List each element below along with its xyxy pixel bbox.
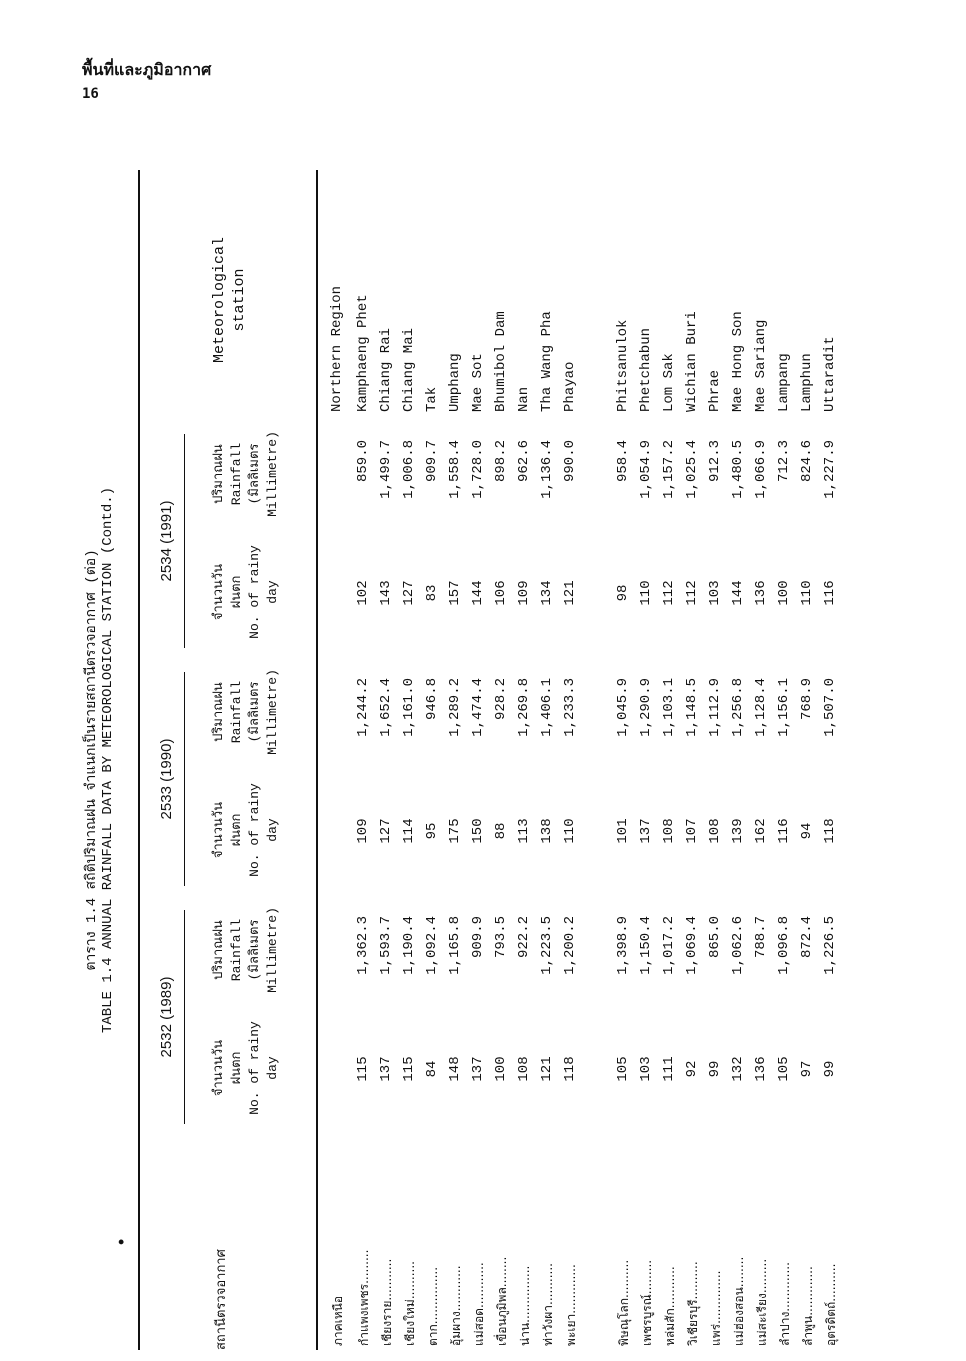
rainfall-cell: 1,290.9 bbox=[638, 678, 654, 737]
rainfall-cell: 1,103.1 bbox=[661, 678, 677, 737]
station-name-thai: ตาก............... bbox=[426, 1266, 440, 1346]
station-name-thai: แม่สะเรียง......... bbox=[755, 1258, 769, 1346]
rainy-days-cell: 137 bbox=[470, 1056, 486, 1082]
rainy-days-cell: 114 bbox=[401, 818, 417, 844]
rainy-days-cell: 136 bbox=[753, 1056, 769, 1082]
rainy-days-cell: 115 bbox=[355, 1056, 371, 1082]
station-name-english: Bhumibol Dam bbox=[493, 311, 509, 412]
station-name-english: Phrae bbox=[707, 369, 723, 412]
rainfall-cell: 1,728.0 bbox=[470, 440, 486, 499]
rainy-days-cell: 136 bbox=[753, 580, 769, 606]
rainfall-cell: 1,128.4 bbox=[753, 678, 769, 737]
rainy-days-cell: 143 bbox=[378, 580, 394, 606]
rainy-days-cell: 111 bbox=[661, 1056, 677, 1082]
rainfall-cell: 712.3 bbox=[776, 440, 792, 483]
rainy-days-cell: 137 bbox=[378, 1056, 394, 1082]
station-name-thai: ท่าวังผา........... bbox=[541, 1263, 555, 1346]
station-name-thai: อุ้มผาง............ bbox=[449, 1265, 463, 1346]
rainfall-cell: 768.9 bbox=[799, 678, 815, 721]
rainfall-cell: 1,006.8 bbox=[401, 440, 417, 499]
rainfall-cell: 1,156.1 bbox=[776, 678, 792, 737]
station-name-english: Northern Region bbox=[329, 285, 345, 412]
station-name-thai: แพร่.............. bbox=[709, 1270, 723, 1346]
rainy-days-cell: 116 bbox=[822, 580, 838, 606]
table-row bbox=[352, 170, 375, 1350]
table-body bbox=[326, 170, 842, 1350]
station-name-thai: อุตรดิตถ์.......... bbox=[824, 1263, 838, 1346]
rainfall-cell: 1,136.4 bbox=[539, 440, 555, 499]
table-row bbox=[704, 170, 727, 1350]
station-name-thai: ลำปาง............. bbox=[778, 1262, 792, 1346]
rainy-days-cell: 137 bbox=[638, 818, 654, 844]
station-name-english: Phayao bbox=[562, 361, 578, 412]
station-name-english: Lampang bbox=[776, 353, 792, 412]
station-name-english: Lamphun bbox=[799, 353, 815, 412]
rainy-days-cell: 118 bbox=[822, 818, 838, 844]
rainy-days-cell: 103 bbox=[707, 580, 723, 606]
rainy-days-cell: 157 bbox=[447, 580, 463, 606]
page-section-header: พื้นที่และภูมิอากาศ bbox=[82, 60, 212, 79]
station-name-thai: พิษณุโลก.......... bbox=[617, 1259, 631, 1346]
station-name-english: Umphang bbox=[447, 353, 463, 412]
rainfall-cell: 909.7 bbox=[424, 440, 440, 483]
station-name-english: Lom Sak bbox=[661, 353, 677, 412]
rainy-days-cell: 95 bbox=[424, 822, 440, 840]
rainfall-cell: 1,289.2 bbox=[447, 678, 463, 737]
rainfall-cell: 946.8 bbox=[424, 678, 440, 721]
rainy-days-cell: 113 bbox=[516, 818, 532, 844]
rainy-days-cell: 150 bbox=[470, 818, 486, 844]
rainy-days-cell: 110 bbox=[638, 580, 654, 606]
table-row bbox=[536, 170, 559, 1350]
rainfall-cell: 1,069.4 bbox=[684, 916, 700, 975]
station-name-thai: เขื่อนภูมิพล........ bbox=[495, 1256, 509, 1346]
rainfall-cell: 1,480.5 bbox=[730, 440, 746, 499]
rainy-days-cell: 100 bbox=[493, 1056, 509, 1082]
year-header-1991: 2534 (1991) bbox=[158, 500, 175, 582]
rainfall-cell: 1,045.9 bbox=[615, 678, 631, 737]
rainfall-cell: 1,150.4 bbox=[638, 916, 654, 975]
region-row bbox=[326, 170, 352, 1350]
rainfall-cell: 859.0 bbox=[355, 440, 371, 483]
rainy-days-cell: 103 bbox=[638, 1056, 654, 1082]
station-header-english: Meteorological station bbox=[211, 236, 248, 364]
table-title-english: TABLE 1.4 ANNUAL RAINFALL DATA BY METEOROLOGICAL STATION (Contd.) bbox=[100, 486, 116, 1034]
table-row bbox=[559, 170, 582, 1350]
year-underline bbox=[184, 672, 185, 886]
rainy-days-cell: 97 bbox=[799, 1060, 815, 1078]
rainfall-cell: 1,025.4 bbox=[684, 440, 700, 499]
table-row bbox=[421, 170, 444, 1350]
rainfall-cell: 1,507.0 bbox=[822, 678, 838, 737]
rainfall-cell: 1,227.9 bbox=[822, 440, 838, 499]
rainfall-cell: 912.3 bbox=[707, 440, 723, 483]
station-name-english: Phitsanulok bbox=[615, 319, 631, 412]
rainy-days-cell: 94 bbox=[799, 822, 815, 840]
rainfall-cell: 1,096.8 bbox=[776, 916, 792, 975]
station-name-thai: พะเยา............. bbox=[564, 1264, 578, 1346]
rainfall-cell: 1,406.1 bbox=[539, 678, 555, 737]
rainy-days-cell: 102 bbox=[355, 580, 371, 606]
rainfall-cell: 1,269.8 bbox=[516, 678, 532, 737]
station-name-thai: หล่มสัก........... bbox=[663, 1266, 677, 1346]
table-row bbox=[773, 170, 796, 1350]
station-name-thai: แม่ฮ่องสอน........ bbox=[732, 1256, 746, 1346]
table-row bbox=[727, 170, 750, 1350]
rainfall-cell: 865.0 bbox=[707, 916, 723, 959]
rainy-days-cell: 107 bbox=[684, 818, 700, 844]
rainy-days-cell: 99 bbox=[707, 1060, 723, 1078]
rainy-days-cell: 127 bbox=[401, 580, 417, 606]
rainy-days-cell: 138 bbox=[539, 818, 555, 844]
rainy-days-cell: 139 bbox=[730, 818, 746, 844]
station-name-english: Wichian Buri bbox=[684, 311, 700, 412]
rainy-days-cell: 109 bbox=[355, 818, 371, 844]
table-row bbox=[635, 170, 658, 1350]
station-name-english: Mae Hong Son bbox=[730, 311, 746, 412]
rainy-days-cell: 116 bbox=[776, 818, 792, 844]
station-name-english: Chiang Rai bbox=[378, 327, 394, 412]
table-row bbox=[467, 170, 490, 1350]
rainy-days-cell: 105 bbox=[776, 1056, 792, 1082]
rainy-days-cell: 127 bbox=[378, 818, 394, 844]
rainfall-cell: 1,362.3 bbox=[355, 916, 371, 975]
year-header-1989: 2532 (1989) bbox=[158, 976, 175, 1058]
header-rule bbox=[316, 170, 318, 1350]
rainy-days-cell: 108 bbox=[516, 1056, 532, 1082]
rainy-days-cell: 134 bbox=[539, 580, 555, 606]
rainfall-cell: 909.9 bbox=[470, 916, 486, 959]
rainy-days-cell: 121 bbox=[562, 580, 578, 606]
rainy-days-header: จำนวนวัน ฝนตก No. of rainy day bbox=[211, 1021, 280, 1115]
table-row bbox=[750, 170, 773, 1350]
rotated-table bbox=[80, 170, 900, 1350]
station-name-thai: กำแพงเพชร......... bbox=[357, 1249, 371, 1346]
rainy-days-cell: 101 bbox=[615, 818, 631, 844]
rainfall-cell: 1,652.4 bbox=[378, 678, 394, 737]
year-underline bbox=[184, 434, 185, 648]
top-rule bbox=[138, 170, 140, 1350]
table-row bbox=[490, 170, 513, 1350]
rainy-days-cell: 144 bbox=[730, 580, 746, 606]
rainfall-cell: 1,398.9 bbox=[615, 916, 631, 975]
rainfall-cell: 1,092.4 bbox=[424, 916, 440, 975]
rainfall-cell: 1,256.8 bbox=[730, 678, 746, 737]
station-name-english: Mae Sot bbox=[470, 353, 486, 412]
rainfall-cell: 1,223.5 bbox=[539, 916, 555, 975]
table-row bbox=[513, 170, 536, 1350]
rainy-days-cell: 84 bbox=[424, 1060, 440, 1078]
rainfall-cell: 1,148.5 bbox=[684, 678, 700, 737]
rainy-days-cell: 92 bbox=[684, 1060, 700, 1078]
station-name-thai: เชียงใหม่.......... bbox=[403, 1261, 417, 1346]
table-row bbox=[819, 170, 842, 1350]
rainy-days-cell: 110 bbox=[562, 818, 578, 844]
rainfall-cell: 1,157.2 bbox=[661, 440, 677, 499]
rainy-days-cell: 175 bbox=[447, 818, 463, 844]
station-name-english: Tha Wang Pha bbox=[539, 311, 555, 412]
rainy-days-cell: 99 bbox=[822, 1060, 838, 1078]
rainy-days-cell: 109 bbox=[516, 580, 532, 606]
table-row bbox=[658, 170, 681, 1350]
rainfall-cell: 1,226.5 bbox=[822, 916, 838, 975]
rainfall-cell: 1,165.8 bbox=[447, 916, 463, 975]
rainy-days-cell: 108 bbox=[707, 818, 723, 844]
station-name-english: Phetchabun bbox=[638, 327, 654, 412]
station-name-english: Uttaradit bbox=[822, 336, 838, 412]
rainfall-cell: 872.4 bbox=[799, 916, 815, 959]
station-name-thai: ลำพูน............. bbox=[801, 1266, 815, 1346]
station-name-thai: วิเชียรบุรี.......... bbox=[686, 1261, 700, 1346]
table-row bbox=[796, 170, 819, 1350]
rainy-days-cell: 106 bbox=[493, 580, 509, 606]
rainy-days-cell: 118 bbox=[562, 1056, 578, 1082]
rainy-days-cell: 148 bbox=[447, 1056, 463, 1082]
table-title-thai: ตาราง 1.4 สถิติปริมาณฝน จำแนกเป็นรายสถานีตรวจอากาศ (ต่อ) bbox=[84, 549, 100, 971]
rainfall-header: ปริมาณฝน Rainfall (มิลลิเมตร Millimetre) bbox=[211, 907, 280, 993]
station-name-english: Tak bbox=[424, 386, 440, 412]
rainfall-cell: 1,474.4 bbox=[470, 678, 486, 737]
rainy-days-cell: 105 bbox=[615, 1056, 631, 1082]
station-name-english: Mae Sariang bbox=[753, 319, 769, 412]
rainfall-cell: 1,593.7 bbox=[378, 916, 394, 975]
station-name-thai: น่าน............... bbox=[518, 1265, 532, 1346]
rainfall-cell: 898.2 bbox=[493, 440, 509, 483]
station-name-thai: เพชรบูรณ์......... bbox=[640, 1259, 654, 1346]
rainfall-cell: 1,161.0 bbox=[401, 678, 417, 737]
table-row bbox=[398, 170, 421, 1350]
rainfall-cell: 922.2 bbox=[516, 916, 532, 959]
station-name-english: Kamphaeng Phet bbox=[355, 294, 371, 412]
rainy-days-cell: 98 bbox=[615, 584, 631, 602]
rainy-days-cell: 121 bbox=[539, 1056, 555, 1082]
station-name-thai: เชียงราย........... bbox=[380, 1258, 394, 1346]
rainy-days-cell: 110 bbox=[799, 580, 815, 606]
rainy-days-cell: 115 bbox=[401, 1056, 417, 1082]
table-row bbox=[681, 170, 704, 1350]
station-name-english: Nan bbox=[516, 386, 532, 412]
rainfall-cell: 788.7 bbox=[753, 916, 769, 959]
rainfall-cell: 793.5 bbox=[493, 916, 509, 959]
rainfall-header: ปริมาณฝน Rainfall (มิลลิเมตร Millimetre) bbox=[211, 669, 280, 755]
rainfall-cell: 958.4 bbox=[615, 440, 631, 483]
rainy-days-header: จำนวนวัน ฝนตก No. of rainy day bbox=[211, 545, 280, 639]
table-row bbox=[612, 170, 635, 1350]
rainfall-cell: 1,190.4 bbox=[401, 916, 417, 975]
rainy-days-cell: 88 bbox=[493, 822, 509, 840]
rainy-days-cell: 112 bbox=[684, 580, 700, 606]
rainfall-header: ปริมาณฝน Rainfall (มิลลิเมตร Millimetre) bbox=[211, 431, 280, 517]
rainfall-cell: 1,558.4 bbox=[447, 440, 463, 499]
rainy-days-cell: 112 bbox=[661, 580, 677, 606]
station-name-thai: ภาคเหนือ bbox=[331, 1295, 345, 1346]
rainfall-cell: 1,062.6 bbox=[730, 916, 746, 975]
rainfall-cell: 1,499.7 bbox=[378, 440, 394, 499]
row-spacer bbox=[582, 170, 612, 1350]
rainfall-cell: 1,066.9 bbox=[753, 440, 769, 499]
rainfall-cell: 1,017.2 bbox=[661, 916, 677, 975]
rainfall-cell: 990.0 bbox=[562, 440, 578, 483]
station-name-thai: แม่สอด............ bbox=[472, 1262, 486, 1346]
rainfall-cell: 824.6 bbox=[799, 440, 815, 483]
rainfall-cell: 1,112.9 bbox=[707, 678, 723, 737]
rainfall-cell: 1,054.9 bbox=[638, 440, 654, 499]
bullet-mark: • bbox=[118, 1232, 125, 1252]
page-number: 16 bbox=[82, 86, 99, 102]
rainfall-cell: 962.6 bbox=[516, 440, 532, 483]
rainy-days-cell: 144 bbox=[470, 580, 486, 606]
rainy-days-cell: 100 bbox=[776, 580, 792, 606]
table-row bbox=[444, 170, 467, 1350]
rainfall-cell: 1,233.3 bbox=[562, 678, 578, 737]
station-name-english: Chiang Mai bbox=[401, 327, 417, 412]
station-header-thai: สถานีตรวจอากาศ bbox=[214, 1249, 229, 1350]
rainy-days-cell: 83 bbox=[424, 584, 440, 602]
rainy-days-cell: 132 bbox=[730, 1056, 746, 1082]
rainy-days-cell: 108 bbox=[661, 818, 677, 844]
year-underline bbox=[184, 910, 185, 1124]
rainfall-cell: 1,200.2 bbox=[562, 916, 578, 975]
rainfall-cell: 1,244.2 bbox=[355, 678, 371, 737]
rainy-days-cell: 162 bbox=[753, 818, 769, 844]
rainy-days-header: จำนวนวัน ฝนตก No. of rainy day bbox=[211, 783, 280, 877]
year-header-1990: 2533 (1990) bbox=[158, 738, 175, 820]
rainfall-cell: 928.2 bbox=[493, 678, 509, 721]
table-row bbox=[375, 170, 398, 1350]
